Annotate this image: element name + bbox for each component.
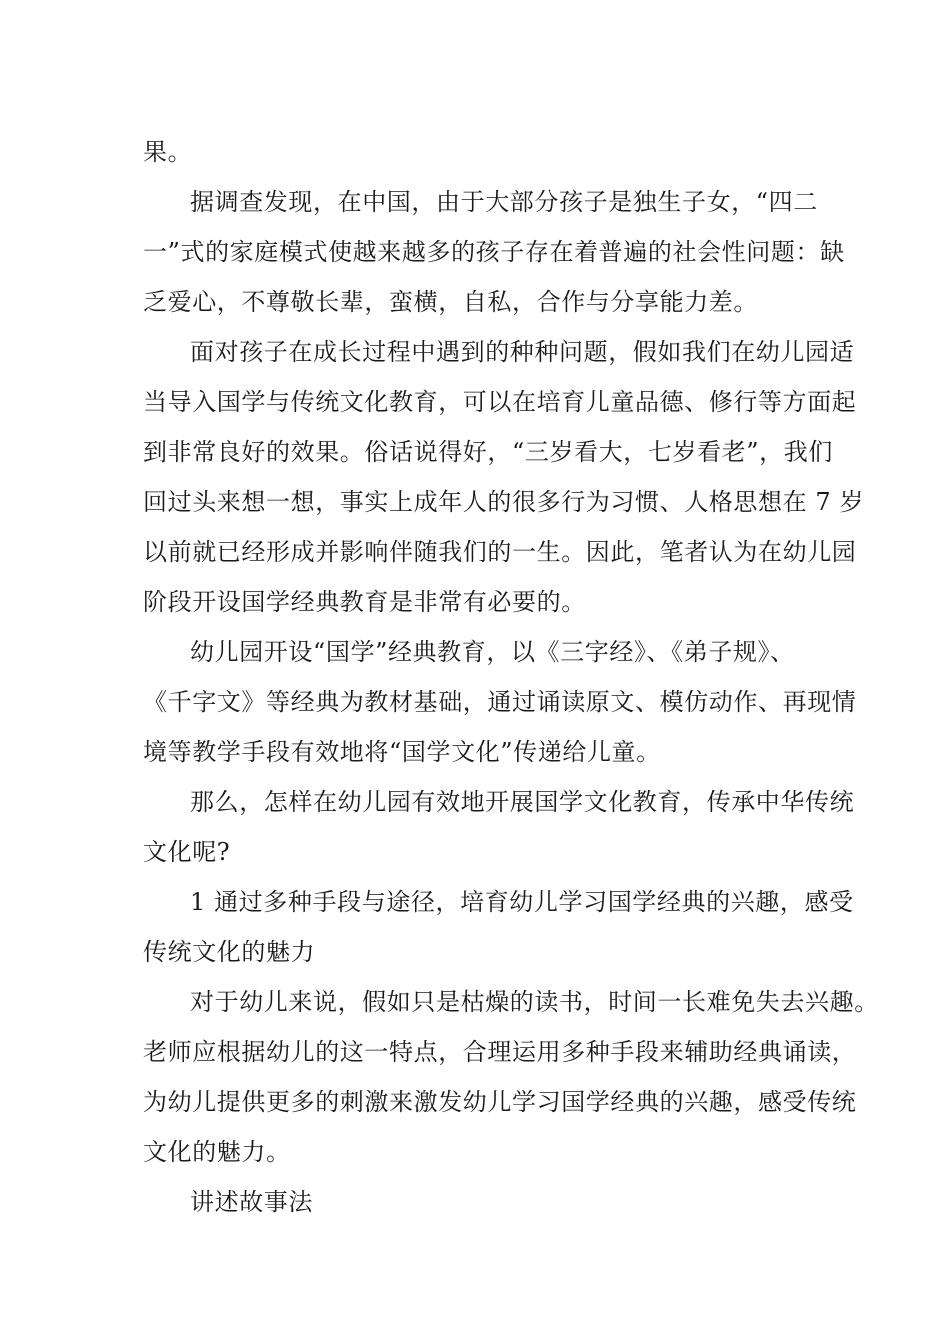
text-line: 果。 xyxy=(143,138,193,166)
paragraph-start-line: 那么，怎样在幼儿园有效地开展国学文化教育，传承中华传统 xyxy=(190,788,855,816)
text-line: 到非常良好的效果。俗话说得好，“三岁看大，七岁看老”，我们 xyxy=(143,438,833,466)
text-line: 乏爱心，不尊敬长辈，蛮横，自私，合作与分享能力差。 xyxy=(143,288,758,316)
paragraph-start-line: 对于幼儿来说，假如只是枯燥的读书，时间一长难免失去兴趣。 xyxy=(190,988,879,1016)
text-line: 以前就已经形成并影响伴随我们的一生。因此，笔者认为在幼儿园 xyxy=(143,538,857,566)
text-line: 为幼儿提供更多的刺激来激发幼儿学习国学经典的兴趣，感受传统 xyxy=(143,1088,857,1116)
text-line: 境等教学手段有效地将“国学文化”传递给儿童。 xyxy=(143,738,661,766)
text-line: 老师应根据幼儿的这一特点，合理运用多种手段来辅助经典诵读， xyxy=(143,1038,857,1066)
paragraph-start-line: 据调查发现，在中国，由于大部分孩子是独生子女，“四二 xyxy=(190,188,818,216)
text-line: 《千字文》等经典为教材基础，通过诵读原文、模仿动作、再现情 xyxy=(143,688,857,716)
text-line: 回过头来想一想，事实上成年人的很多行为习惯、人格思想在 7 岁 xyxy=(143,488,865,516)
section-heading-line: 1 通过多种手段与途径，培育幼儿学习国学经典的兴趣，感受 xyxy=(190,888,854,916)
text-line: 阶段开设国学经典教育是非常有必要的。 xyxy=(143,588,586,616)
paragraph-start-line: 幼儿园开设“国学”经典教育，以《三字经》、《弟子规》、 xyxy=(190,638,795,666)
text-line: 当导入国学与传统文化教育，可以在培育儿童品德、修行等方面起 xyxy=(143,388,857,416)
subheading-line: 讲述故事法 xyxy=(190,1188,313,1216)
paragraph-start-line: 面对孩子在成长过程中遇到的种种问题，假如我们在幼儿园适 xyxy=(190,338,855,366)
section-heading-line: 传统文化的魅力 xyxy=(143,938,316,966)
text-line: 一”式的家庭模式使越来越多的孩子存在着普遍的社会性问题：缺 xyxy=(143,238,845,266)
text-line: 文化呢? xyxy=(143,838,231,866)
text-line: 文化的魅力。 xyxy=(143,1138,291,1166)
